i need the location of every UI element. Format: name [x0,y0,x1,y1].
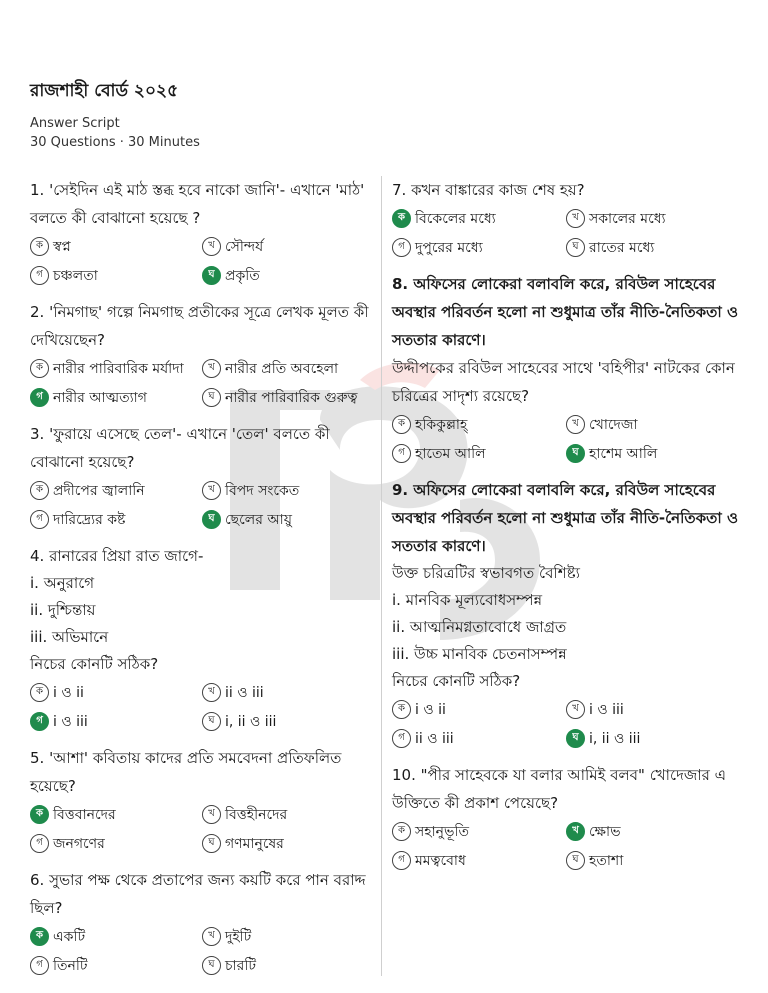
option-letter-badge: ক [392,415,411,434]
correct-answer-badge: ক [30,805,49,824]
option-ka[interactable] [30,680,202,705]
right-column [392,176,742,883]
correct-answer-badge: ঘ [202,266,221,285]
option-text: i, ii ও iii [225,713,277,730]
options [30,924,382,978]
option-ka-correct[interactable] [392,206,566,231]
option-text: দারিদ্র্যের কষ্ট [53,511,126,528]
statement-1: i. অনুরাগে [30,574,95,592]
option-text: ii ও iii [225,684,264,701]
correct-answer-badge: ঘ [566,444,585,463]
option-text: প্রদীপের জ্বালানি [53,482,145,499]
option-letter-badge: খ [202,359,221,378]
option-kha-correct[interactable] [566,819,742,844]
option-text: সকালের মধ্যে [589,210,666,227]
option-gha[interactable] [202,385,380,410]
left-column [30,176,382,988]
option-ga[interactable] [392,235,566,260]
option-text: একটি [53,928,86,945]
option-gha[interactable] [566,235,742,260]
option-text: হকিকুল্লাহ্ [415,416,468,433]
option-kha[interactable] [566,697,742,722]
option-gha[interactable] [202,709,380,734]
page-title: রাজশাহী বোর্ড ২০২৫ [30,81,179,101]
question-text: 3. 'ফুরায়ে এসেছে তেল'- এখানে 'তেল' বলতে কী বোঝানো হয়েছে? [30,425,330,471]
option-ga[interactable] [30,507,202,532]
option-kha[interactable] [566,206,742,231]
option-kha[interactable] [202,234,380,259]
option-text: বিত্তহীনদের [225,806,288,823]
option-ga[interactable] [392,441,566,466]
option-letter-badge: গ [392,238,411,257]
option-text: গণমানুষের [225,835,284,852]
option-letter-badge: গ [392,444,411,463]
option-ka-correct[interactable] [30,802,202,827]
option-letter-badge: ঘ [566,851,585,870]
page-subtitle: Answer Script [30,116,120,131]
option-text: i ও ii [415,701,446,718]
page-meta: 30 Questions · 30 Minutes [30,135,200,150]
passage-text: 9. অফিসের লোকেরা বলাবলি করে, রবিউল সাহেবের অবস্থার পরিবর্তন হলো না শুধুমাত্র তাঁর নীতি-নৈতিকতা ও সততার কারণে। [392,481,739,555]
option-letter-badge: খ [202,927,221,946]
option-text: সৌন্দর্য [225,238,264,255]
question-10 [392,761,742,873]
options [30,234,382,288]
option-kha[interactable] [202,680,380,705]
option-ga[interactable] [392,848,566,873]
options [392,412,742,466]
statement-3: iii. উচ্চ মানবিক চেতনাসম্পন্ন [392,645,567,663]
question-text: 6. সুভার পক্ষ থেকে প্রতাপের জন্য কয়টি করে পান বরাদ্দ ছিল? [30,871,366,917]
question-text: উক্ত চরিত্রটির স্বভাবগত বৈশিষ্ট্য [392,564,580,582]
option-letter-badge: গ [392,851,411,870]
option-letter-badge: খ [566,415,585,434]
option-text: নারীর প্রতি অবহেলা [225,360,339,377]
correct-answer-badge: গ [30,712,49,731]
question-text: 1. 'সেইদিন এই মাঠ স্তব্ধ হবে নাকো জানি'- এখানে 'মাঠ' বলতে কী বোঝানো হয়েছে ? [30,181,365,227]
option-letter-badge: ঘ [202,712,221,731]
option-text: i ও iii [589,701,624,718]
question-6 [30,866,382,978]
option-letter-badge: ঘ [566,238,585,257]
option-gha-correct[interactable] [566,441,742,466]
question-text: উদ্দীপকের রবিউল সাহেবের সাথে 'বহিপীর' নাটকের কোন চরিত্রের সাদৃশ্য রয়েছে? [392,359,735,405]
option-letter-badge: গ [30,956,49,975]
option-kha[interactable] [202,924,380,949]
option-text: হতাশা [589,852,624,869]
option-letter-badge: ক [392,822,411,841]
option-ga[interactable] [30,953,202,978]
option-text: i ও ii [53,684,84,701]
option-kha[interactable] [202,478,380,503]
option-letter-badge: খ [202,683,221,702]
correct-answer-badge: ক [30,927,49,946]
option-text: হাশেম আলি [589,445,658,462]
option-ga[interactable] [392,726,566,751]
option-letter-badge: গ [30,266,49,285]
option-kha[interactable] [566,412,742,437]
option-text: নারীর পারিবারিক গুরুত্ব [225,389,358,406]
option-ga-correct[interactable] [30,385,202,410]
statement-1: i. মানবিক মূল্যবোধসম্পন্ন [392,591,543,609]
option-ka[interactable] [392,819,566,844]
option-text: দুপুরের মধ্যে [415,239,483,256]
option-text: নারীর আত্মত্যাগ [53,389,147,406]
option-ka[interactable] [392,412,566,437]
option-text: বিকেলের মধ্যে [415,210,496,227]
question-text: 2. 'নিমগাছ' গল্পে নিমগাছ প্রতীকের সূত্রে লেখক মূলত কী দেখিয়েছেন? [30,303,369,349]
option-gha-correct[interactable] [202,507,380,532]
correct-answer-badge: ঘ [566,729,585,748]
option-text: চারটি [225,957,256,974]
option-letter-badge: ক [30,683,49,702]
options [30,802,382,856]
option-letter-badge: গ [30,510,49,529]
correct-answer-badge: গ [30,388,49,407]
question-3 [30,420,382,532]
option-gha-correct[interactable] [202,263,380,288]
option-letter-badge: ক [30,237,49,256]
option-gha[interactable] [202,953,380,978]
statement-2: ii. দুশ্চিন্তায় [30,601,96,619]
option-text: সহানুভূতি [415,823,469,840]
option-text: প্রকৃতি [225,267,260,284]
option-kha[interactable] [202,356,380,381]
statement-3: iii. অভিমানে [30,628,109,646]
option-text: নারীর পারিবারিক মর্যাদা [53,360,184,377]
option-text: জনগণের [53,835,105,852]
options [30,478,382,532]
option-gha-correct[interactable] [566,726,742,751]
correct-answer-badge: ক [392,209,411,228]
question-8 [392,270,742,466]
options [392,819,742,873]
option-letter-badge: গ [30,834,49,853]
question-2 [30,298,382,410]
options [30,680,382,734]
option-text: বিপদ সংকেত [225,482,300,499]
option-letter-badge: ক [30,359,49,378]
question-7 [392,176,742,260]
option-letter-badge: ক [392,700,411,719]
options [392,206,742,260]
options [392,697,742,751]
option-text: রাতের মধ্যে [589,239,655,256]
option-letter-badge: ঘ [202,388,221,407]
option-text: খোদেজা [589,416,638,433]
option-ka[interactable] [30,478,202,503]
option-text: দুইটি [225,928,252,945]
option-text: i ও iii [53,713,88,730]
options [30,356,382,410]
option-letter-badge: খ [566,700,585,719]
question-prompt: নিচের কোনটি সঠিক? [392,672,521,690]
question-1 [30,176,382,288]
option-ga[interactable] [30,831,202,856]
option-text: তিনটি [53,957,88,974]
option-letter-badge: ঘ [202,956,221,975]
option-letter-badge: খ [202,481,221,500]
option-ga-correct[interactable] [30,709,202,734]
option-text: চঞ্চলতা [53,267,98,284]
option-ga[interactable] [30,263,202,288]
question-prompt: নিচের কোনটি সঠিক? [30,655,159,673]
option-letter-badge: খ [202,805,221,824]
question-text: 4. রানারের প্রিয়া রাত জাগে- [30,547,204,565]
option-text: বিত্তবানদের [53,806,116,823]
option-text: স্বপ্ন [53,238,71,255]
option-text: ছেলের আয়ু [225,511,292,528]
option-letter-badge: খ [566,209,585,228]
correct-answer-badge: খ [566,822,585,841]
option-text: i, ii ও iii [589,730,641,747]
question-9 [392,476,742,751]
question-text: 7. কখন বাঙ্কারের কাজ শেষ হয়? [392,181,585,199]
correct-answer-badge: ঘ [202,510,221,529]
option-text: মমত্ববোধ [415,852,466,869]
option-letter-badge: খ [202,237,221,256]
option-text: ii ও iii [415,730,454,747]
option-ka-correct[interactable] [30,924,202,949]
option-ka[interactable] [392,697,566,722]
passage-text: 8. অফিসের লোকেরা বলাবলি করে, রবিউল সাহেবের অবস্থার পরিবর্তন হলো না শুধুমাত্র তাঁর নীতি-নৈতিকতা ও সততার কারণে। [392,275,739,349]
option-letter-badge: ক [30,481,49,500]
option-ka[interactable] [30,356,202,381]
question-text: 10. "পীর সাহেবকে যা বলার আমিই বলব" খোদেজার এ উক্তিতে কী প্রকাশ পেয়েছে? [392,766,727,812]
option-gha[interactable] [566,848,742,873]
option-letter-badge: গ [392,729,411,748]
question-4 [30,542,382,734]
page-header [30,78,200,152]
statement-2: ii. আত্মনিমগ্নতাবোধে জাগ্রত [392,618,567,636]
question-5 [30,744,382,856]
option-text: ক্ষোভ [589,823,621,840]
option-gha[interactable] [202,831,380,856]
option-letter-badge: ঘ [202,834,221,853]
question-text: 5. 'আশা' কবিতায় কাদের প্রতি সমবেদনা প্রতিফলিত হয়েছে? [30,749,342,795]
option-kha[interactable] [202,802,380,827]
option-ka[interactable] [30,234,202,259]
option-text: হাতেম আলি [415,445,486,462]
